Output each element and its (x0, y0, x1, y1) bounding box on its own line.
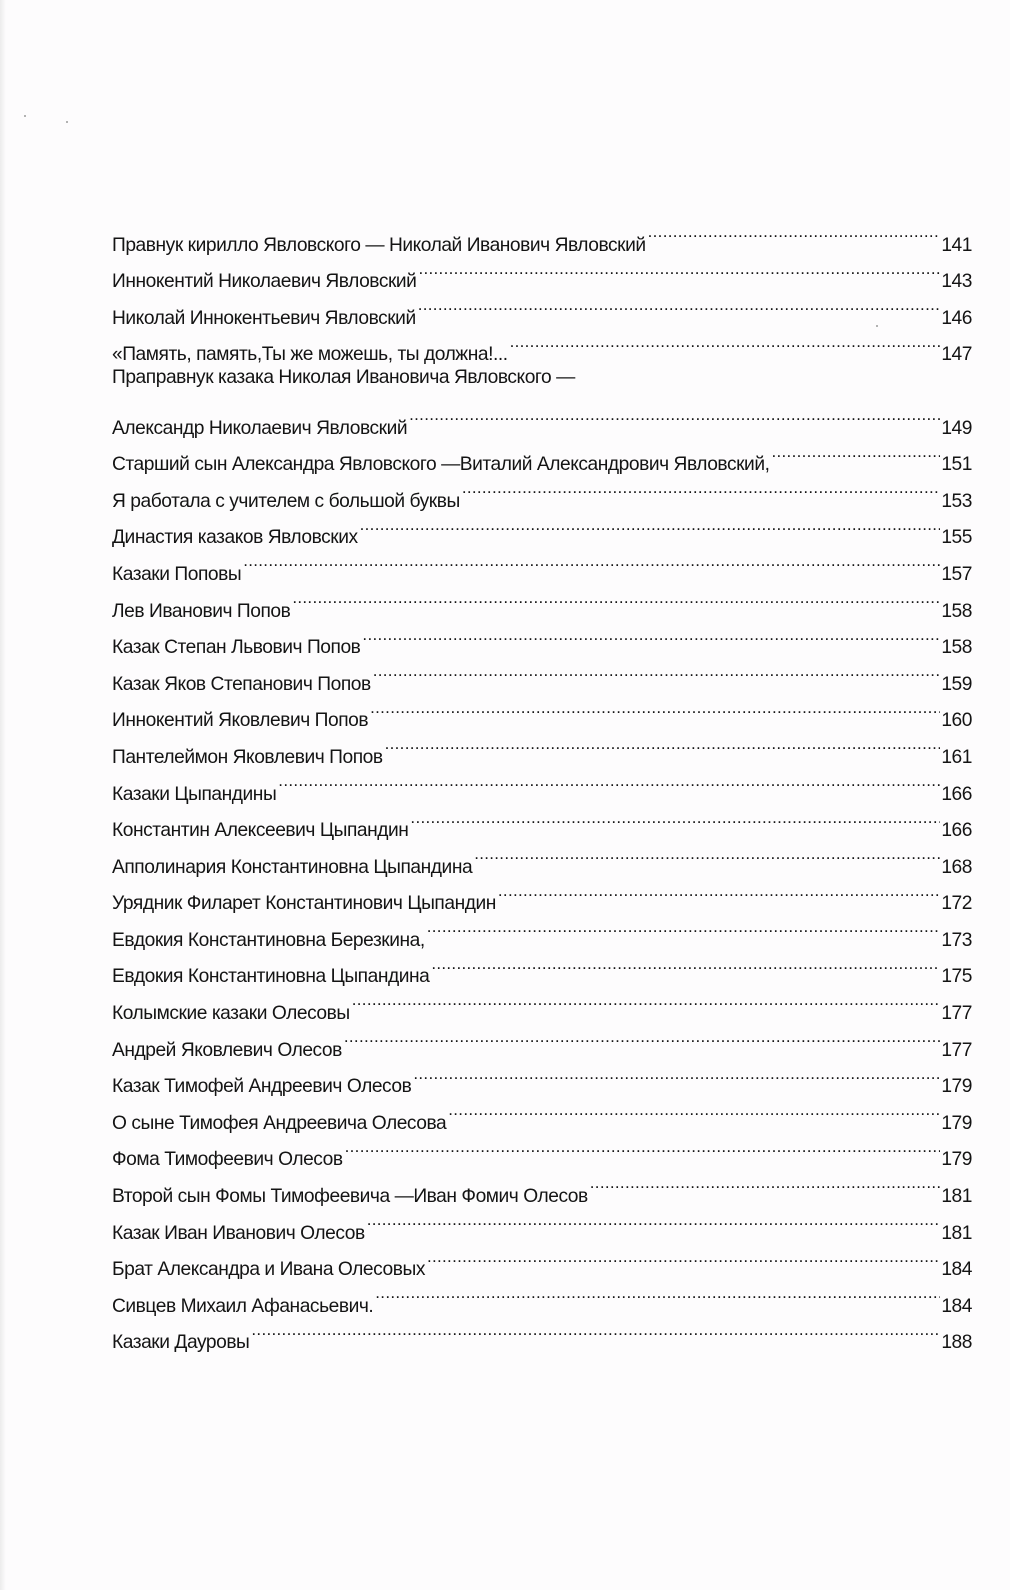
dot-leader (448, 1092, 940, 1129)
toc-entry-title: Лев Иванович Попов (112, 600, 291, 622)
dot-leader (474, 836, 940, 873)
dot-leader (243, 543, 940, 580)
toc-entry-page-number: 184 (941, 1295, 972, 1317)
toc-entry-page-number: 177 (941, 1003, 972, 1025)
toc-entry-title: Казак Тимофей Андреевич Олесов (112, 1076, 412, 1098)
toc-entry-page-number: 141 (941, 234, 972, 256)
dot-leader (409, 397, 940, 434)
toc-entry-page-number: 181 (941, 1186, 972, 1208)
toc-entry-title: Иннокентий Яковлевич Попов (112, 710, 369, 732)
dot-leader (510, 324, 941, 361)
toc-entry-title: Казаки Поповы (112, 563, 242, 585)
toc-entry-title: Александр Николаевич Явловский (112, 417, 408, 439)
toc-entry-page-number: 177 (941, 1039, 972, 1061)
toc-entry-title: Казак Яков Степанович Попов (112, 673, 371, 695)
toc-entry-title: «Память, память,Ты же можешь, ты должна!... (112, 344, 508, 366)
toc-entry-page-number: 188 (941, 1332, 972, 1354)
dot-leader (427, 909, 941, 946)
toc-entry-page-number: 181 (941, 1222, 972, 1244)
toc-entry-page-number: 166 (941, 820, 972, 842)
dot-leader (375, 1275, 940, 1312)
toc-entry-page-number: 146 (941, 307, 972, 329)
dot-leader (385, 726, 941, 763)
toc-entry-title: Брат Александра и Ивана Олесовых (112, 1259, 425, 1281)
toc-entry-title: Пантелеймон Яковлевич Попов (112, 746, 383, 768)
dot-leader (345, 1129, 941, 1166)
toc-entry-page-number: 153 (941, 490, 972, 512)
dot-leader (462, 470, 941, 507)
scan-speck (66, 121, 68, 123)
page-edge-shadow (0, 0, 6, 1590)
toc-entry-title: Сивцев Михаил Афанасьевич. (112, 1295, 374, 1317)
dot-leader (431, 946, 940, 983)
dot-leader (352, 982, 941, 1019)
toc-entry-title: Старший сын Александра Явловского —Виталий Александрович Явловский, (112, 454, 770, 476)
dot-leader (373, 653, 941, 690)
toc-entry-page-number: 161 (941, 746, 972, 768)
toc-entry-title: Фома Тимофеевич Олесов (112, 1149, 343, 1171)
toc-entry-page-number: 160 (941, 710, 972, 732)
toc-entry-title: Казак Иван Иванович Олесов (112, 1222, 365, 1244)
toc-entry-page-number: 143 (941, 271, 972, 293)
toc-entry-page-number: 166 (941, 783, 972, 805)
dot-leader (498, 873, 940, 910)
dot-leader (590, 1165, 941, 1202)
dot-leader (427, 1239, 940, 1276)
toc-entry-page-number: 147 (941, 344, 972, 366)
toc-entry[interactable] (112, 360, 972, 397)
toc-entry-title: Правнук кирилло Явловского — Николай Иванович Явловский (112, 234, 646, 256)
toc-entry-title: Урядник Филарет Константинович Цыпандин (112, 893, 496, 915)
dot-leader (360, 507, 941, 544)
toc-entry-page-number: 179 (941, 1076, 972, 1098)
toc-entry-page-number: 149 (941, 417, 972, 439)
toc-entry-title: Евдокия Константиновна Березкина, (112, 929, 425, 951)
toc-entry-page-number: 168 (941, 856, 972, 878)
toc-entry-title: Казак Степан Львович Попов (112, 637, 361, 659)
toc-entry[interactable] (112, 214, 972, 256)
dot-leader (413, 1056, 940, 1093)
dot-leader (251, 1312, 940, 1349)
scan-speck (24, 115, 26, 117)
toc-entry-title: Казаки Дауровы (112, 1332, 250, 1354)
toc-entry-title: Андрей Яковлевич Олесов (112, 1039, 342, 1061)
dot-leader (370, 690, 940, 727)
toc-entry-title: Николай Иннокентьевич Явловский (112, 307, 416, 329)
toc-entry-title: Константин Алексеевич Цыпандин (112, 820, 409, 842)
toc-entry-title: Колымские казаки Олесовы (112, 1003, 350, 1025)
dot-leader (292, 580, 940, 617)
dot-leader (410, 800, 940, 837)
toc-entry-title: Апполинария Константиновна Цыпандина (112, 856, 473, 878)
dot-leader (278, 763, 940, 800)
dot-leader (362, 617, 940, 654)
toc-entry-page-number: 155 (941, 527, 972, 549)
dot-leader (418, 287, 941, 324)
dot-leader (418, 251, 940, 288)
toc-entry-title: О сыне Тимофея Андреевича Олесова (112, 1112, 447, 1134)
table-of-contents (112, 214, 972, 1354)
toc-entry-page-number: 179 (941, 1112, 972, 1134)
toc-entry-page-number: 175 (941, 966, 972, 988)
toc-entry-page-number: 179 (941, 1149, 972, 1171)
toc-entry-page-number: 157 (941, 563, 972, 585)
toc-entry-page-number: 159 (941, 673, 972, 695)
dot-leader (771, 434, 940, 471)
toc-entry-page-number: 172 (941, 893, 972, 915)
toc-entry-title: Второй сын Фомы Тимофеевича —Иван Фомич Олесов (112, 1186, 588, 1208)
toc-entry-title: Династия казаков Явловских (112, 527, 358, 549)
toc-entry-page-number: 173 (941, 929, 972, 951)
dot-leader (648, 214, 941, 251)
toc-entry-title: Я работала с учителем с большой буквы (112, 490, 460, 512)
toc-entry-page-number: 158 (941, 637, 972, 659)
toc-entry-title: Казаки Цыпандины (112, 783, 277, 805)
toc-entry-title: Евдокия Константиновна Цыпандина (112, 966, 430, 988)
toc-entry-title: Иннокентий Николаевич Явловский (112, 271, 417, 293)
toc-entry[interactable] (112, 397, 972, 439)
toc-entry-page-number: 184 (941, 1259, 972, 1281)
toc-entry-title: Праправнук казака Николая Ивановича Явловского — (112, 367, 575, 389)
dot-leader (367, 1202, 941, 1239)
toc-entry-page-number: 158 (941, 600, 972, 622)
dot-leader (344, 1019, 940, 1056)
toc-entry-page-number: 151 (941, 454, 972, 476)
